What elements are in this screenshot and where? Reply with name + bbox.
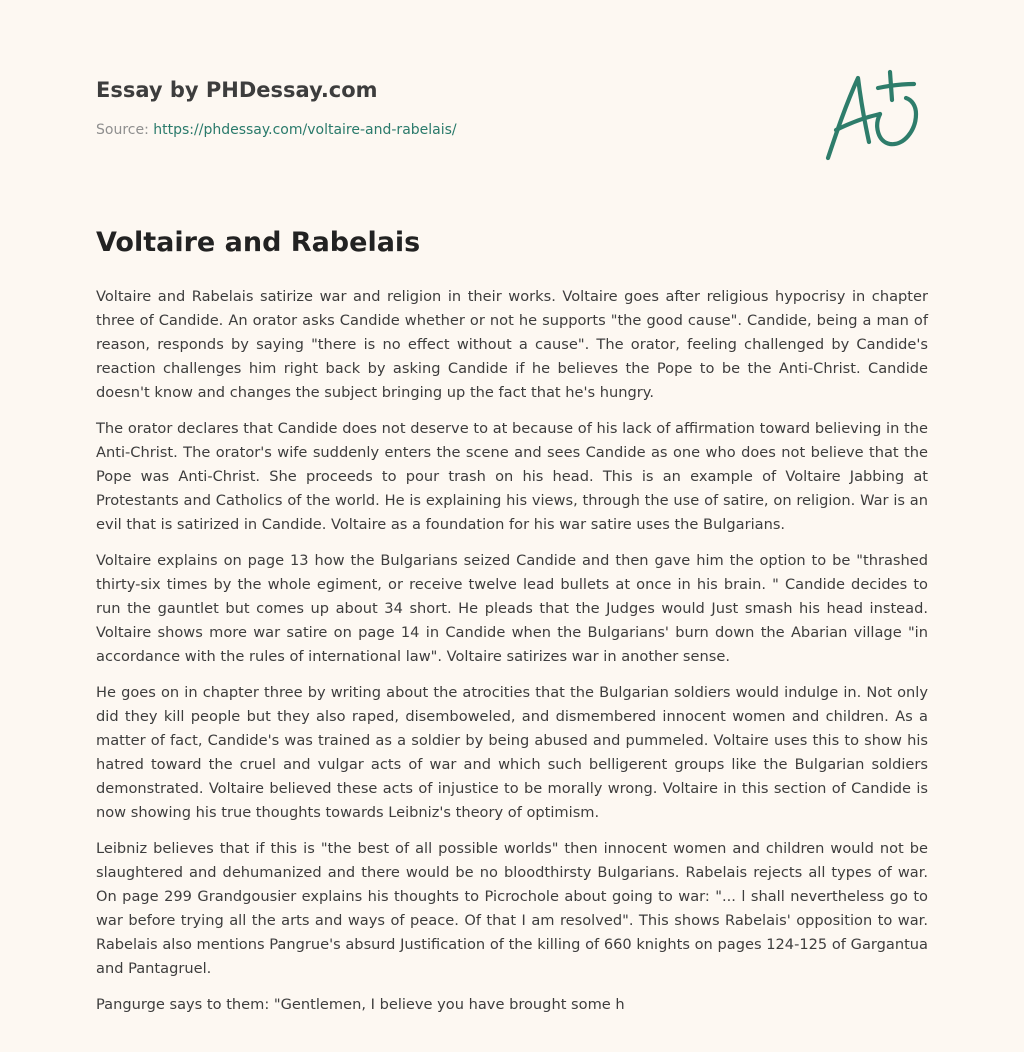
source-line: [96, 120, 696, 140]
a-plus-grade-icon: [822, 64, 932, 168]
source-label: Source:: [96, 122, 154, 138]
paragraph: Leibniz believes that if this is "the best of all possible worlds" then innocent women and children would not be slaughtered and dehumanized and there would be no bloodthirsty Bulgarians. Rabelais rejects all types of war. On page 299 Grandgousier explains his thoughts to Picrochole about going to war: "... l shall nevertheless go to war before trying all the arts and ways of peace. Of that I am resolved". This shows Rabelais' opposition to war. Rabelais also mentions Pangrue's absurd Justification of the killing of 660 knights on pages 124-125 of Gargantua and Pantagruel.: [96, 840, 928, 977]
paragraph: Pangurge says to them: "Gentlemen, I believe you have brought some h: [96, 996, 625, 1013]
source-link[interactable]: https://phdessay.com/voltaire-and-rabelais/: [153, 122, 457, 138]
paragraph: He goes on in chapter three by writing about the atrocities that the Bulgarian soldiers would indulge in. Not only did they kill people but they also raped, disemboweled, and dismembered innocent women and children. As a matter of fact, Candide's was trained as a soldier by being abused and pummeled. Voltaire uses this to show his hatred toward the cruel and vulgar acts of war and which such belligerent groups like the Bulgarian soldiers demonstrated. Voltaire believed these acts of injustice to be morally wrong. Voltaire in this section of Candide is now showing his true thoughts towards Leibniz's theory of optimism.: [96, 684, 928, 821]
site-title: Essay by PHDessay.com: [96, 78, 378, 102]
paragraph: The orator declares that Candide does not deserve to at because of his lack of affirmation toward believing in the Anti-Christ. The orator's wife suddenly enters the scene and sees Candide as one who does not believe that the Pope was Anti-Christ. She proceeds to pour trash on his head. This is an example of Voltaire Jabbing at Protestants and Catholics of the world. He is explaining his views, through the use of satire, on religion. War is an evil that is satirized in Candide. Voltaire as a foundation for his war satire uses the Bulgarians.: [96, 420, 928, 533]
paragraph: Voltaire explains on page 13 how the Bulgarians seized Candide and then gave him the option to be "thrashed thirty-six times by the whole egiment, or receive twelve lead bullets at once in his brain. " Candide decides to run the gauntlet but comes up about 34 short. He pleads that the Judges would Just smash his head instead. Voltaire shows more war satire on page 14 in Candide when the Bulgarians' burn down the Abarian village "in accordance with the rules of international law". Voltaire satirizes war in another sense.: [96, 552, 928, 665]
paragraph: Voltaire and Rabelais satirize war and religion in their works. Voltaire goes after religious hypocrisy in chapter three of Candide. An orator asks Candide whether or not he supports "the good cause". Candide, being a man of reason, responds by saying "there is no effect without a cause". The orator, feeling challenged by Candide's reaction challenges him right back by asking Candide if he believes the Pope to be the Anti-Christ. Candide doesn't know and changes the subject bringing up the fact that he's hungry.: [96, 288, 928, 401]
document-title: Voltaire and Rabelais: [96, 227, 421, 258]
essay-body: [96, 285, 928, 1029]
page-header: [96, 76, 696, 140]
